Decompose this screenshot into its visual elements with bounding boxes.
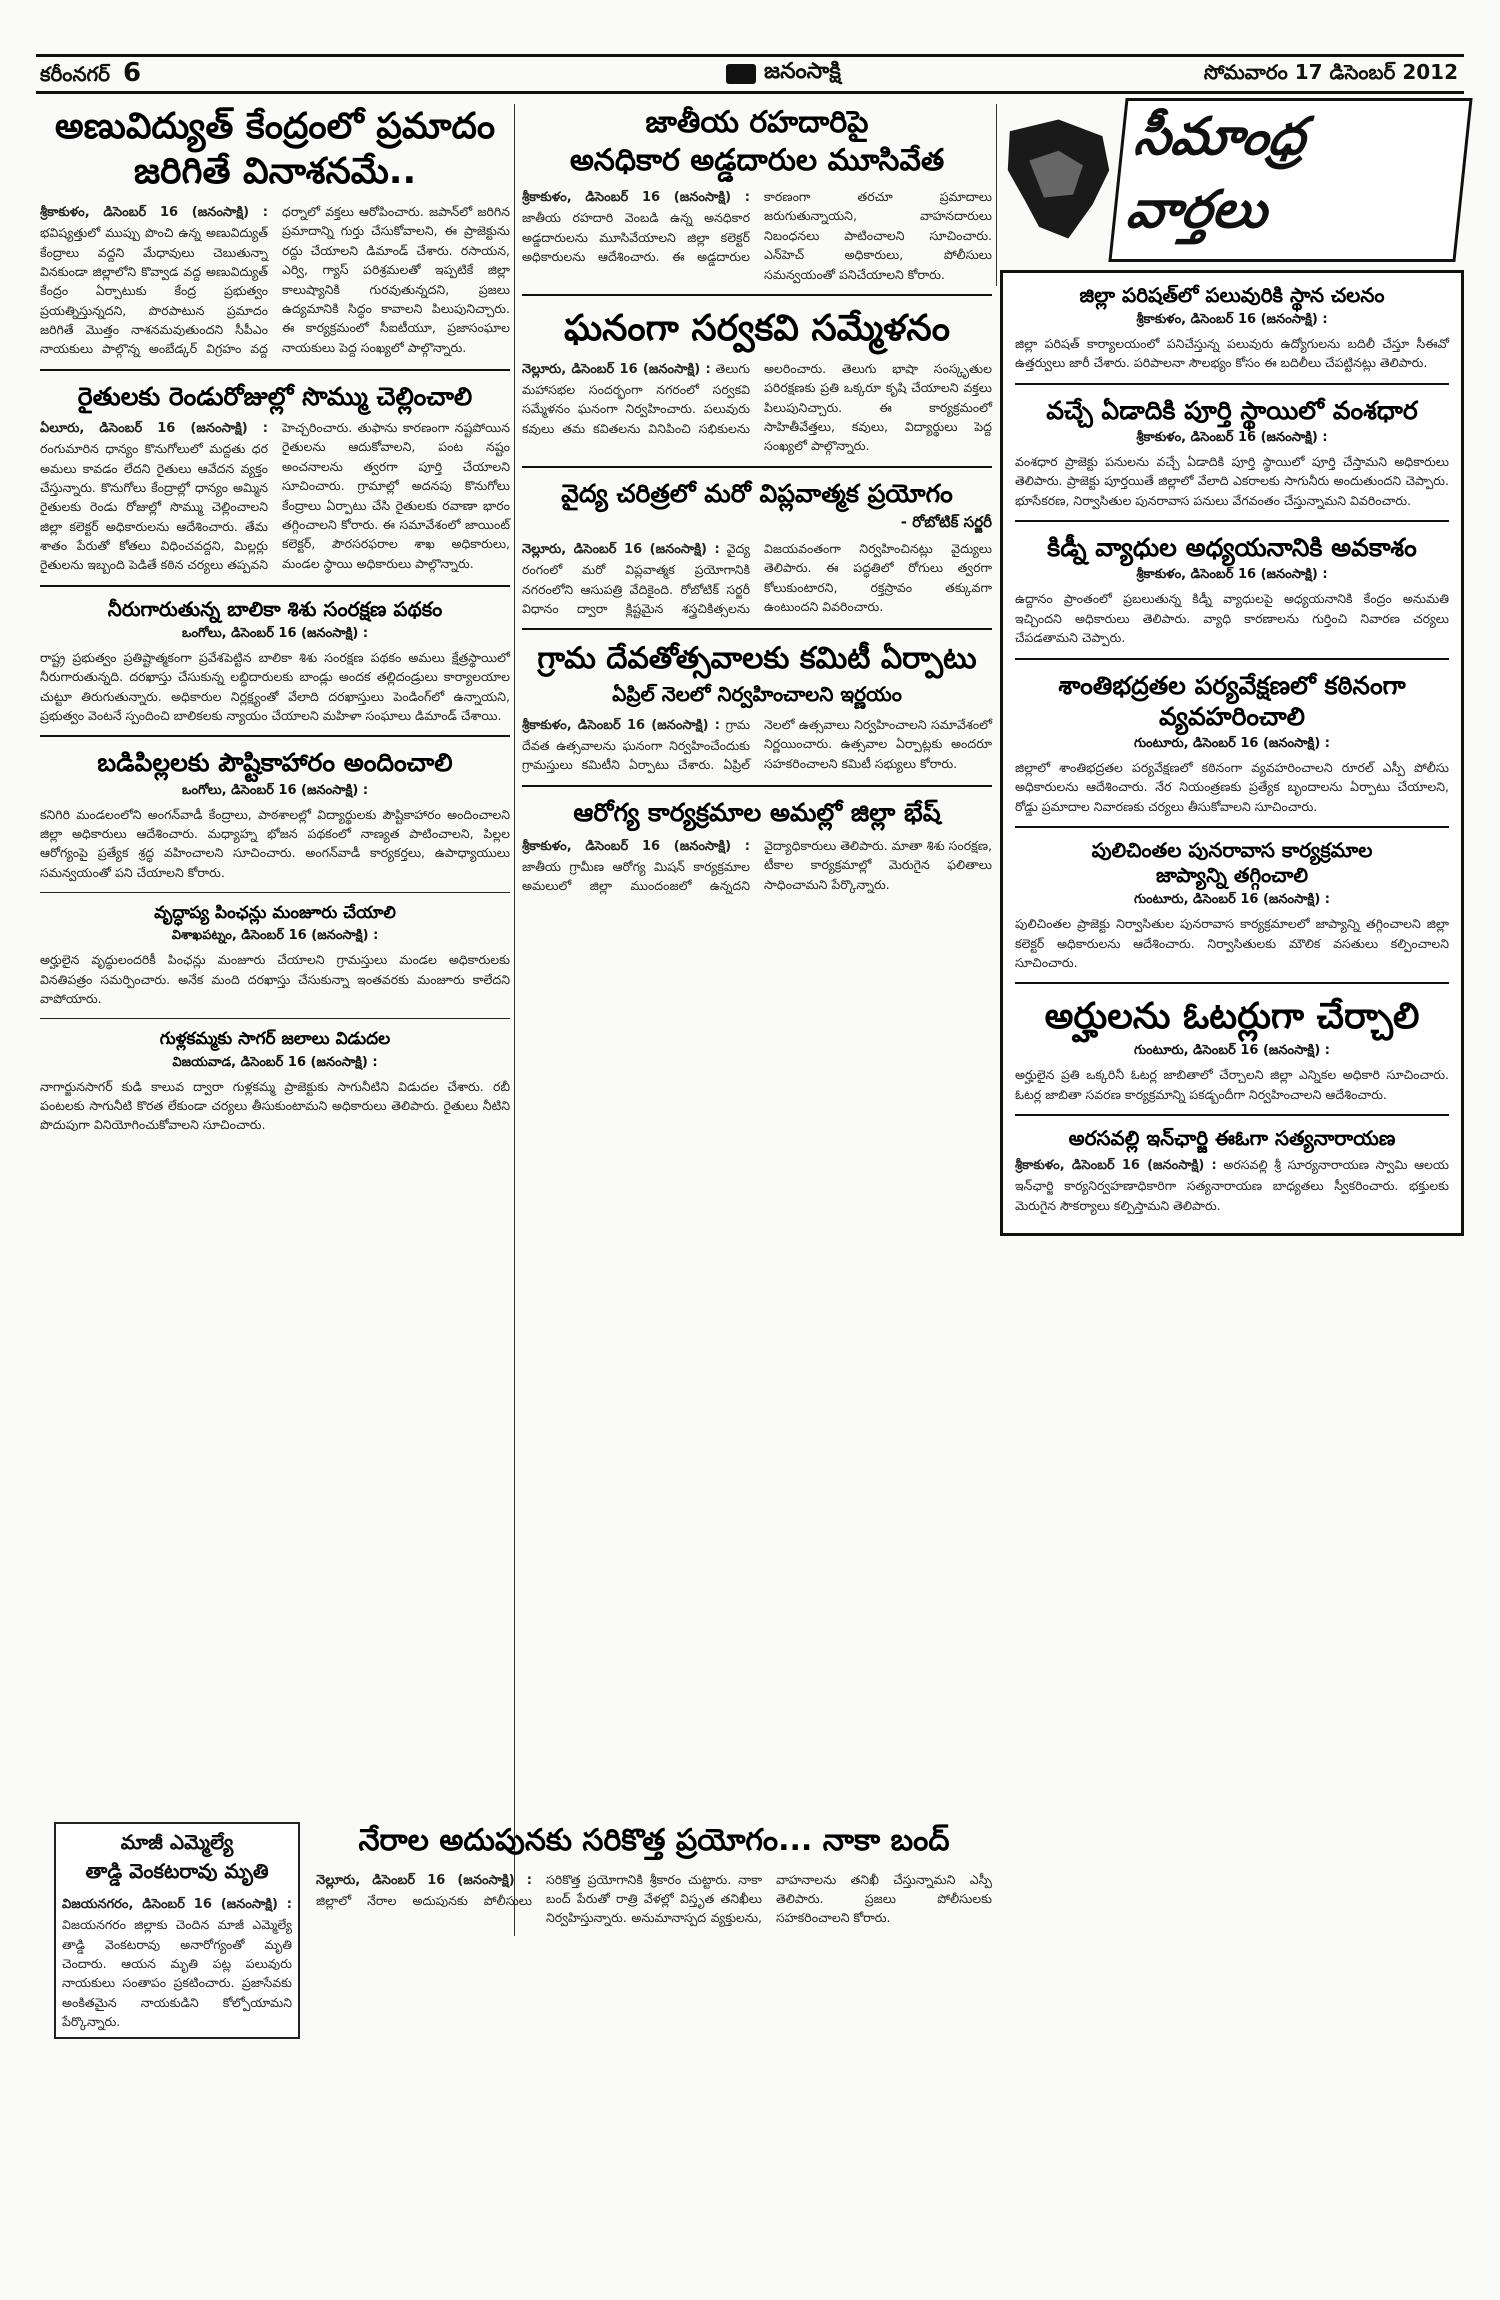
headline: పులిచింతల పునరావాస కార్యక్రమాల [1091, 838, 1373, 863]
article-law-order [1015, 670, 1449, 817]
article-kidney [1015, 532, 1449, 647]
byline: - రోబోటిక్ సర్జరీ [900, 513, 992, 531]
headline: జాతీయ రహదారిపై [645, 105, 869, 140]
divider [522, 628, 992, 630]
article-zp-transfers [1015, 283, 1449, 373]
divider [1015, 520, 1449, 522]
subheadline: ఏప్రిల్ నెలలో నిర్వహించాలని ఇర్ణయం [612, 681, 902, 706]
headline: నీరుగారుతున్న బాలికా శిశు సంరక్షణ పథకం [107, 596, 443, 621]
headline: ఘనంగా సర్వకవి సమ్మేళనం [564, 307, 950, 349]
article-text: వైద్య రంగంలో మరో విప్లవాత్మక ప్రయోగానికి నగరంలోని ఆసుపత్రి వేదికైంది. రోబోటిక్ సర్జరీ విధానం ద్వారా క్లిష్టమైన శస్త్రచికిత్సలను విజయవంతంగా నిర్వహించినట్లు వైద్యులు తెలిపారు. ఈ పద్ధతిలో రోగులు త్వరగా కోలుకుంటారని, రక్తస్రావం తక్కువగా ఉంటుందని వివరించారు. [522, 541, 992, 616]
column-3-box [1000, 270, 1464, 1236]
masthead [36, 54, 1464, 94]
article-text: రంగుమారిన ధాన్యం కొనుగోలులో మద్దతు ధర అమలు కావడం లేదని రైతులు ఆవేదన వ్యక్తం చేస్తున్నారు. కొనుగోలు కేంద్రాల్లో ధాన్యం అమ్మిన రైతులకు రెండు రోజుల్లో సొమ్ము చెల్లించాలని జిల్లా కలెక్టర్ అధికారులను ఆదేశించారు. తేమ శాతం పేరుతో కోతలు విధించవద్దని, మిల్లర్లు రైతులను ఇబ్బంది పెడితే కఠిన చర్యలు తప్పవని హెచ్చరించారు. తుఫాను కారణంగా నష్టపోయిన రైతులను ఆదుకోవాలని, పంట నష్టం అంచనాలను త్వరగా పూర్తి చేయాలని సూచించారు. గ్రామాల్లో అదనపు కొనుగోలు కేంద్రాలు ఏర్పాటు చేసి రైతులకు రవాణా భారం తగ్గించాలని కోరారు. ఈ సమావేశంలో జాయింట్ కలెక్టర్, పౌరసరఫరాల శాఖ అధికారులు, మండల స్థాయి అధికారులు పాల్గొన్నారు. [40, 420, 510, 573]
headline: గ్రామ దేవతోత్సవాలకు కమిటీ ఏర్పాటు [537, 641, 977, 677]
article-text: విజయనగరం జిల్లాకు చెందిన మాజీ ఎమ్మెల్యే తాడ్డి వెంకటరావు అనారోగ్యంతో మృతి చెందారు. ఆయన మృతి పట్ల పలువురు నాయకులు సంతాపం ప్రకటించారు. ప్రజాసేవకు అంకితమైన నాయకుడిని కోల్పోయామని పేర్కొన్నారు. [62, 1917, 292, 2030]
article-body [1015, 1155, 1449, 1215]
paper-name [726, 59, 841, 89]
divider [40, 892, 510, 893]
column-rule [514, 104, 515, 1936]
article-text: అర్హులైన ప్రతి ఒక్కరినీ ఓటర్ల జాబితాలో చేర్చాలని జిల్లా ఎన్నికల అధికారి సూచించారు. ఓటర్ల జాబితా సవరణ కార్యక్రమాన్ని పకడ్బందీగా నిర్వహించాలని ఆదేశించారు. [1015, 1067, 1449, 1102]
state-map-icon [1000, 110, 1117, 250]
article-pulichintala [1015, 838, 1449, 972]
article-text: అరసవల్లి శ్రీ సూర్యనారాయణ స్వామి ఆలయ ఇన్‌ఛార్జి కార్యనిర్వహణాధికారిగా సత్యనారాయణ బాధ్యతలు స్వీకరించారు. భక్తులకు మెరుగైన సౌకర్యాలు కల్పిస్తామని తెలిపారు. [1015, 1157, 1449, 1213]
divider [522, 294, 992, 296]
banner-title: సీమాంధ్ర వార్తలు [1108, 98, 1472, 262]
headline: మాజీ ఎమ్మెల్యే [120, 1830, 234, 1854]
dateline: నెల్లూరు, డిసెంబర్ 16 (జనంసాక్షి) : [522, 361, 711, 377]
article-text: జిల్లా పరిషత్ కార్యాలయంలో పనిచేస్తున్న పలువురు ఉద్యోగులను బదిలీ చేస్తూ సీఈవో ఉత్తర్వులు జారీ చేశారు. పరిపాలనా సౌలభ్యం కోసం ఈ బదిలీలు చేపట్టినట్లు తెలిపారు. [1015, 336, 1449, 371]
dateline: శ్రీకాకుళం, డిసెంబర్ 16 (జనంసాక్షి) : [522, 838, 750, 854]
dateline: నెల్లూరు, డిసెంబర్ 16 (జనంసాక్షి) : [316, 1872, 532, 1888]
headline: వచ్చే ఏడాదికి పూర్తి స్థాయిలో వంశధార [1046, 395, 1418, 425]
divider [1015, 1114, 1449, 1116]
article-body [40, 202, 510, 359]
article-body [522, 359, 992, 456]
article-text: తెలుగు మహాసభల సందర్భంగా నగరంలో సర్వకవి సమ్మేళనం ఘనంగా నిర్వహించారు. పలువురు కవులు తమ కవితలను వినిపించి సభికులను అలరించారు. తెలుగు భాషా సంస్కృతుల పరిరక్షణకు ప్రతి ఒక్కరూ కృషి చేయాలని వక్తలు పిలుపునిచ్చారు. ఈ కార్యక్రమంలో సాహితీవేత్తలు, కవులు, విద్యార్థులు పెద్ద సంఖ్యలో పాల్గొన్నారు. [522, 360, 992, 454]
dateline: శ్రీకాకుళం, డిసెంబర్ 16 (జనంసాక్షి) : [1136, 312, 1328, 327]
article-text: జాతీయ రహదారి వెంబడి ఉన్న అనధికార అడ్డదారులను మూసివేయాలని జిల్లా కలెక్టర్ అధికారులను ఆదేశించారు. ఈ అడ్డదారుల కారణంగా తరచూ ప్రమాదాలు జరుగుతున్నాయని, వాహనదారులు నిబంధనలు పాటించాలని సూచించారు. ఎన్‌హెచ్ అధికారులు, పోలీసులు సమన్వయంతో పనిచేయాలని కోరారు. [522, 189, 992, 282]
article-body [522, 715, 992, 775]
article-body [522, 187, 992, 284]
dateline: శ్రీకాకుళం, డిసెంబర్ 16 (జనంసాక్షి) : [40, 205, 268, 220]
headline: వృద్ధాప్య పింఛన్లు మంజూరు చేయాలి [154, 903, 396, 924]
article-festival [522, 640, 992, 774]
article-nutrition [40, 747, 510, 882]
dateline: విజయవాడ, డిసెంబర్ 16 (జనంసాక్షి) : [172, 1054, 378, 1070]
article-text: కనిగిరి మండలంలోని అంగన్‌వాడీ కేంద్రాలు, పాఠశాలల్లో విద్యార్థులకు పౌష్టికాహారం అందించాలని జిల్లా అధికారులు ఆదేశించారు. మధ్యాహ్న భోజన పథకంలో నాణ్యత పాటించాలని, పిల్లల ఆరోగ్యంపై ప్రత్యేక శ్రద్ధ వహించాలని సూచించారు. అంగన్‌వాడీ కార్యకర్తలు, ఉపాధ్యాయులు సమన్వయంతో పని చేయాలని కోరారు. [40, 806, 510, 880]
divider [40, 585, 510, 587]
headline: అరసవల్లి ఇన్‌ఛార్జి ఈఓగా సత్యనారాయణ [1068, 1126, 1396, 1150]
dateline: నెల్లూరు, డిసెంబర్ 16 (జనంసాక్షి) : [522, 542, 720, 557]
article-highway [522, 104, 992, 284]
dateline: శ్రీకాకుళం, డిసెంబర్ 16 (జనంసాక్షి) : [522, 190, 750, 205]
column-1 [40, 104, 510, 1143]
divider [522, 466, 992, 468]
article-farmers [40, 381, 510, 575]
divider [1015, 658, 1449, 660]
dateline: గుంటూరు, డిసెంబర్ 16 (జనంసాక్షి) : [1133, 892, 1330, 908]
article-sagar [40, 1029, 510, 1134]
headline: జిల్లా పరిషత్‌లో పలువురికి స్థాన చలనం [1079, 283, 1385, 307]
dateline: శ్రీకాకుళం, డిసెంబర్ 16 (జనంసాక్షి) : [1136, 430, 1328, 445]
headline: ఆరోగ్య కార్యక్రమాల అమల్లో జిల్లా భేష్ [573, 797, 941, 827]
headline: కిడ్నీ వ్యాధుల అధ్యయనానికి అవకాశం [1047, 533, 1417, 563]
article-arasavalli [1015, 1126, 1449, 1215]
dateline: శ్రీకాకుళం, డిసెంబర్ 16 (జనంసాక్షి) : [522, 717, 720, 733]
dateline: విశాఖపట్నం, డిసెంబర్ 16 (జనంసాక్షి) : [171, 928, 379, 944]
headline: నేరాల అదుపునకు సరికొత్త ప్రయోగం... నాకా బంద్ [358, 1823, 950, 1858]
dateline: ఒంగోలు, డిసెంబర్ 16 (జనంసాక్షి) : [181, 782, 369, 798]
article-text: రాష్ట్ర ప్రభుత్వం ప్రతిష్టాత్మకంగా ప్రవేశపెట్టిన బాలికా శిశు సంరక్షణ పథకం అమలు క్షేత్రస్థాయిలో నీరుగారుతున్నది. దరఖాస్తు చేసుకున్న లబ్ధిదారులకు బాండ్లు అందక తల్లిదండ్రులు కార్యాలయాల చుట్టూ తిరుగుతున్నారు. అధికారుల నిర్లక్ష్యంతో వేలాది దరఖాస్తులు పెండింగ్‌లో ఉన్నాయని, ప్రభుత్వం వెంటనే స్పందించి బాలికలకు న్యాయం చేయాలని మహిళా సంఘాలు డిమాండ్ చేశాయి. [40, 649, 510, 723]
article-text: పులిచింతల ప్రాజెక్టు నిర్వాసితుల పునరావాస కార్యక్రమాలలో జాప్యాన్ని తగ్గించాలని జిల్లా కలెక్టర్ అధికారులను ఆదేశించారు. నిర్వాసితులకు మౌలిక వసతులు కల్పించాలని సూచించారు. [1015, 916, 1449, 970]
dateline: గుంటూరు, డిసెంబర్ 16 (జనంసాక్షి) : [1133, 736, 1330, 751]
article-text: నాగార్జునసాగర్ కుడి కాలువ ద్వారా గుళ్లకమ్మ ప్రాజెక్టుకు సాగునీటిని విడుదల చేశారు. రబీ పంటలకు సాగునీటి కొరత లేకుండా చర్యలు తీసుకుంటామని అధికారులు తెలిపారు. రైతులు నీటిని పొదుపుగా వినియోగించుకోవాలని సూచించారు. [40, 1078, 510, 1133]
article-naka-bandh [316, 1822, 992, 1928]
article-vamsadhara [1015, 395, 1449, 510]
headline: గుళ్లకమ్మకు సాగర్ జలాలు విడుదల [159, 1029, 391, 1050]
divider [1015, 826, 1449, 828]
article-body [522, 836, 992, 896]
page-number: 6 [122, 57, 142, 88]
article-poets [522, 306, 992, 456]
article-robotic [522, 478, 992, 619]
divider [40, 735, 510, 737]
article-text: జాతీయ గ్రామీణ ఆరోగ్య మిషన్ కార్యక్రమాల అమలులో జిల్లా ముందంజలో ఉన్నదని వైద్యాధికారులు తెలిపారు. మాతా శిశు సంరక్షణ, టీకాల కార్యక్రమాల్లో మెరుగైన ఫలితాలు సాధించామని పేర్కొన్నారు. [522, 837, 992, 894]
article-body [316, 1870, 992, 1928]
regional-banner [1000, 104, 1464, 256]
paper-name-text: జనంసాక్షి [764, 59, 841, 84]
headline: వ్యవహరించాలి [1159, 701, 1305, 731]
column-rule [996, 104, 997, 286]
dateline: శ్రీకాకుళం, డిసెంబర్ 16 (జనంసాక్షి) : [1136, 567, 1328, 583]
headline: జరిగితే వినాశనమే.. [133, 151, 417, 192]
dateline: విజయనగరం, డిసెంబర్ 16 (జనంసాక్షి) : [62, 1897, 292, 1912]
dateline: ఒంగోలు, డిసెంబర్ 16 (జనంసాక్షి) : [181, 625, 369, 641]
headline: బడిపిల్లలకు పౌష్టికాహారం అందించాలి [97, 748, 453, 778]
dateline: గుంటూరు, డిసెంబర్ 16 (జనంసాక్షి) : [1133, 1043, 1330, 1059]
edition-name: కరీంనగర్ [40, 61, 110, 86]
headline: తాడ్డి వెంకటరావు మృతి [85, 1859, 269, 1883]
headline: అనధికార అడ్డదారుల మూసివేత [569, 142, 945, 178]
headline: అర్హులను ఓటర్లుగా చేర్చాలి [1044, 996, 1420, 1038]
headline: వైద్య చరిత్రలో మరో విప్లవాత్మక ప్రయోగం [561, 478, 953, 508]
divider [522, 785, 992, 787]
headline: రైతులకు రెండురోజుల్లో సొమ్ము చెల్లించాలి [77, 381, 473, 411]
article-health [522, 797, 992, 896]
article-girl-child [40, 597, 510, 726]
article-pensions [40, 903, 510, 1008]
article-text: భవిష్యత్తులో ముప్పు పొంచి ఉన్న అణువిద్యుత్ కేంద్రాలు వద్దని మేధావులు చెబుతున్నా వినకుండా జిల్లాలోని కొవ్వాడ వద్ద అణువిద్యుత్ కేంద్రం ఏర్పాటుకు కేంద్ర ప్రభుత్వం ప్రయత్నిస్తున్నదని, పొరపాటున ప్రమాదం జరిగితే మొత్తం నాశనమవుతుందని సీపీఎం నాయకులు పాల్గొన్న అంబేడ్కర్ విగ్రహం వద్ద ధర్నాలో వక్తలు ఆరోపించారు. జపాన్‌లో జరిగిన ప్రమాదాన్ని గుర్తు చేసుకోవాలని, ఈ ప్రాజెక్టును రద్దు చేయాలని డిమాండ్ చేశారు. రసాయన, ఎర్వి, గ్యాస్ పరిశ్రమలతో ఇప్పటికే జిల్లా కాలుష్యానికి గురవుతున్నదని, ప్రజలు ఉద్యమానికి సిద్ధం కావాలని పిలుపునిచ్చారు. ఈ కార్యక్రమంలో సీఐటీయూ, ప్రజాసంఘాల నాయకులు పెద్ద సంఖ్యలో పాల్గొన్నారు. [40, 204, 510, 357]
column-2 [522, 104, 992, 904]
dateline: ఏలూరు, డిసెంబర్ 16 (జనంసాక్షి) : [40, 421, 268, 437]
article-text: ఉద్దానం ప్రాంతంలో ప్రబలుతున్న కిడ్నీ వ్యాధులపై అధ్యయనానికి కేంద్రం అనుమతి ఇచ్చిందని అధికారులు తెలిపారు. వ్యాధి కారణాలను గుర్తించి నివారణ చర్యలు చేపడతామని చెప్పారు. [1015, 591, 1449, 646]
headline: జాప్యాన్ని తగ్గించాలి [1156, 863, 1308, 888]
obituary-box [54, 1822, 300, 2039]
article-voters [1015, 994, 1449, 1104]
article-nuclear [40, 104, 510, 359]
issue-date: సోమవారం 17 డిసెంబర్ 2012 [1203, 59, 1458, 84]
edition-label [40, 58, 141, 91]
article-text: అర్హులైన వృద్ధులందరికీ పింఛన్లు మంజూరు చేయాలని గ్రామస్తులు మండల అధికారులకు వినతిపత్రం సమర్పించారు. అనేక మంది దరఖాస్తు చేసుకున్నా ఇంతవరకు మంజూరు కాలేదని వాపోయారు. [40, 952, 510, 1007]
article-body [62, 1894, 292, 2031]
paper-logo-icon [726, 64, 756, 84]
article-text: జిల్లాలో నేరాల అదుపునకు పోలీసులు సరికొత్త ప్రయోగానికి శ్రీకారం చుట్టారు. నాకా బంద్ పేరుతో రాత్రి వేళల్లో విస్తృత తనిఖీలు నిర్వహిస్తున్నారు. అనుమానాస్పద వ్యక్తులను, వాహనాలను తనిఖీ చేస్తున్నామని ఎస్పీ తెలిపారు. ప్రజలు పోలీసులకు సహకరించాలని కోరారు. [316, 1871, 992, 1926]
article-text: జిల్లాలో శాంతిభద్రతల పర్యవేక్షణలో కఠినంగా వ్యవహరించాలని రూరల్ ఎస్పీ పోలీసు అధికారులను ఆదేశించారు. నేర నియంత్రణకు ప్రత్యేక బృందాలను ఏర్పాటు చేయాలని, రోడ్డు ప్రమాదాల నివారణకు చర్యలు తీసుకోవాలని సూచించారు. [1015, 760, 1449, 814]
headline: అణువిద్యుత్ కేంద్రంలో ప్రమాదం [54, 106, 496, 147]
headline: శాంతిభద్రతల పర్యవేక్షణలో కఠినంగా [1058, 670, 1406, 700]
article-text: వంశధార ప్రాజెక్టు పనులను వచ్చే ఏడాదికి పూర్తి స్థాయిలో పూర్తి చేస్తామని అధికారులు తెలిపారు. ప్రాజెక్టు పూర్తయితే జిల్లాలో వేలాది ఎకరాలకు సాగునీరు అందుతుందని చెప్పారు. భూసేకరణ, నిర్వాసితుల పునరావాస పనులు వేగవంతం చేస్తున్నామని వివరించారు. [1015, 454, 1449, 508]
article-body [522, 539, 992, 618]
divider [1015, 383, 1449, 385]
divider [1015, 982, 1449, 984]
divider [40, 369, 510, 371]
article-text: గ్రామ దేవత ఉత్సవాలను ఘనంగా నిర్వహించేందుకు గ్రామస్తులు కమిటీని ఏర్పాటు చేశారు. ఏప్రిల్ నెలలో ఉత్సవాలు నిర్వహించాలని సమావేశంలో నిర్ణయించారు. ఉత్సవాల ఏర్పాట్లకు అందరూ సహకరించాలని కమిటీ సభ్యులు కోరారు. [522, 716, 992, 773]
article-body [40, 418, 510, 575]
divider [40, 1018, 510, 1019]
dateline: శ్రీకాకుళం, డిసెంబర్ 16 (జనంసాక్షి) : [1015, 1158, 1217, 1173]
